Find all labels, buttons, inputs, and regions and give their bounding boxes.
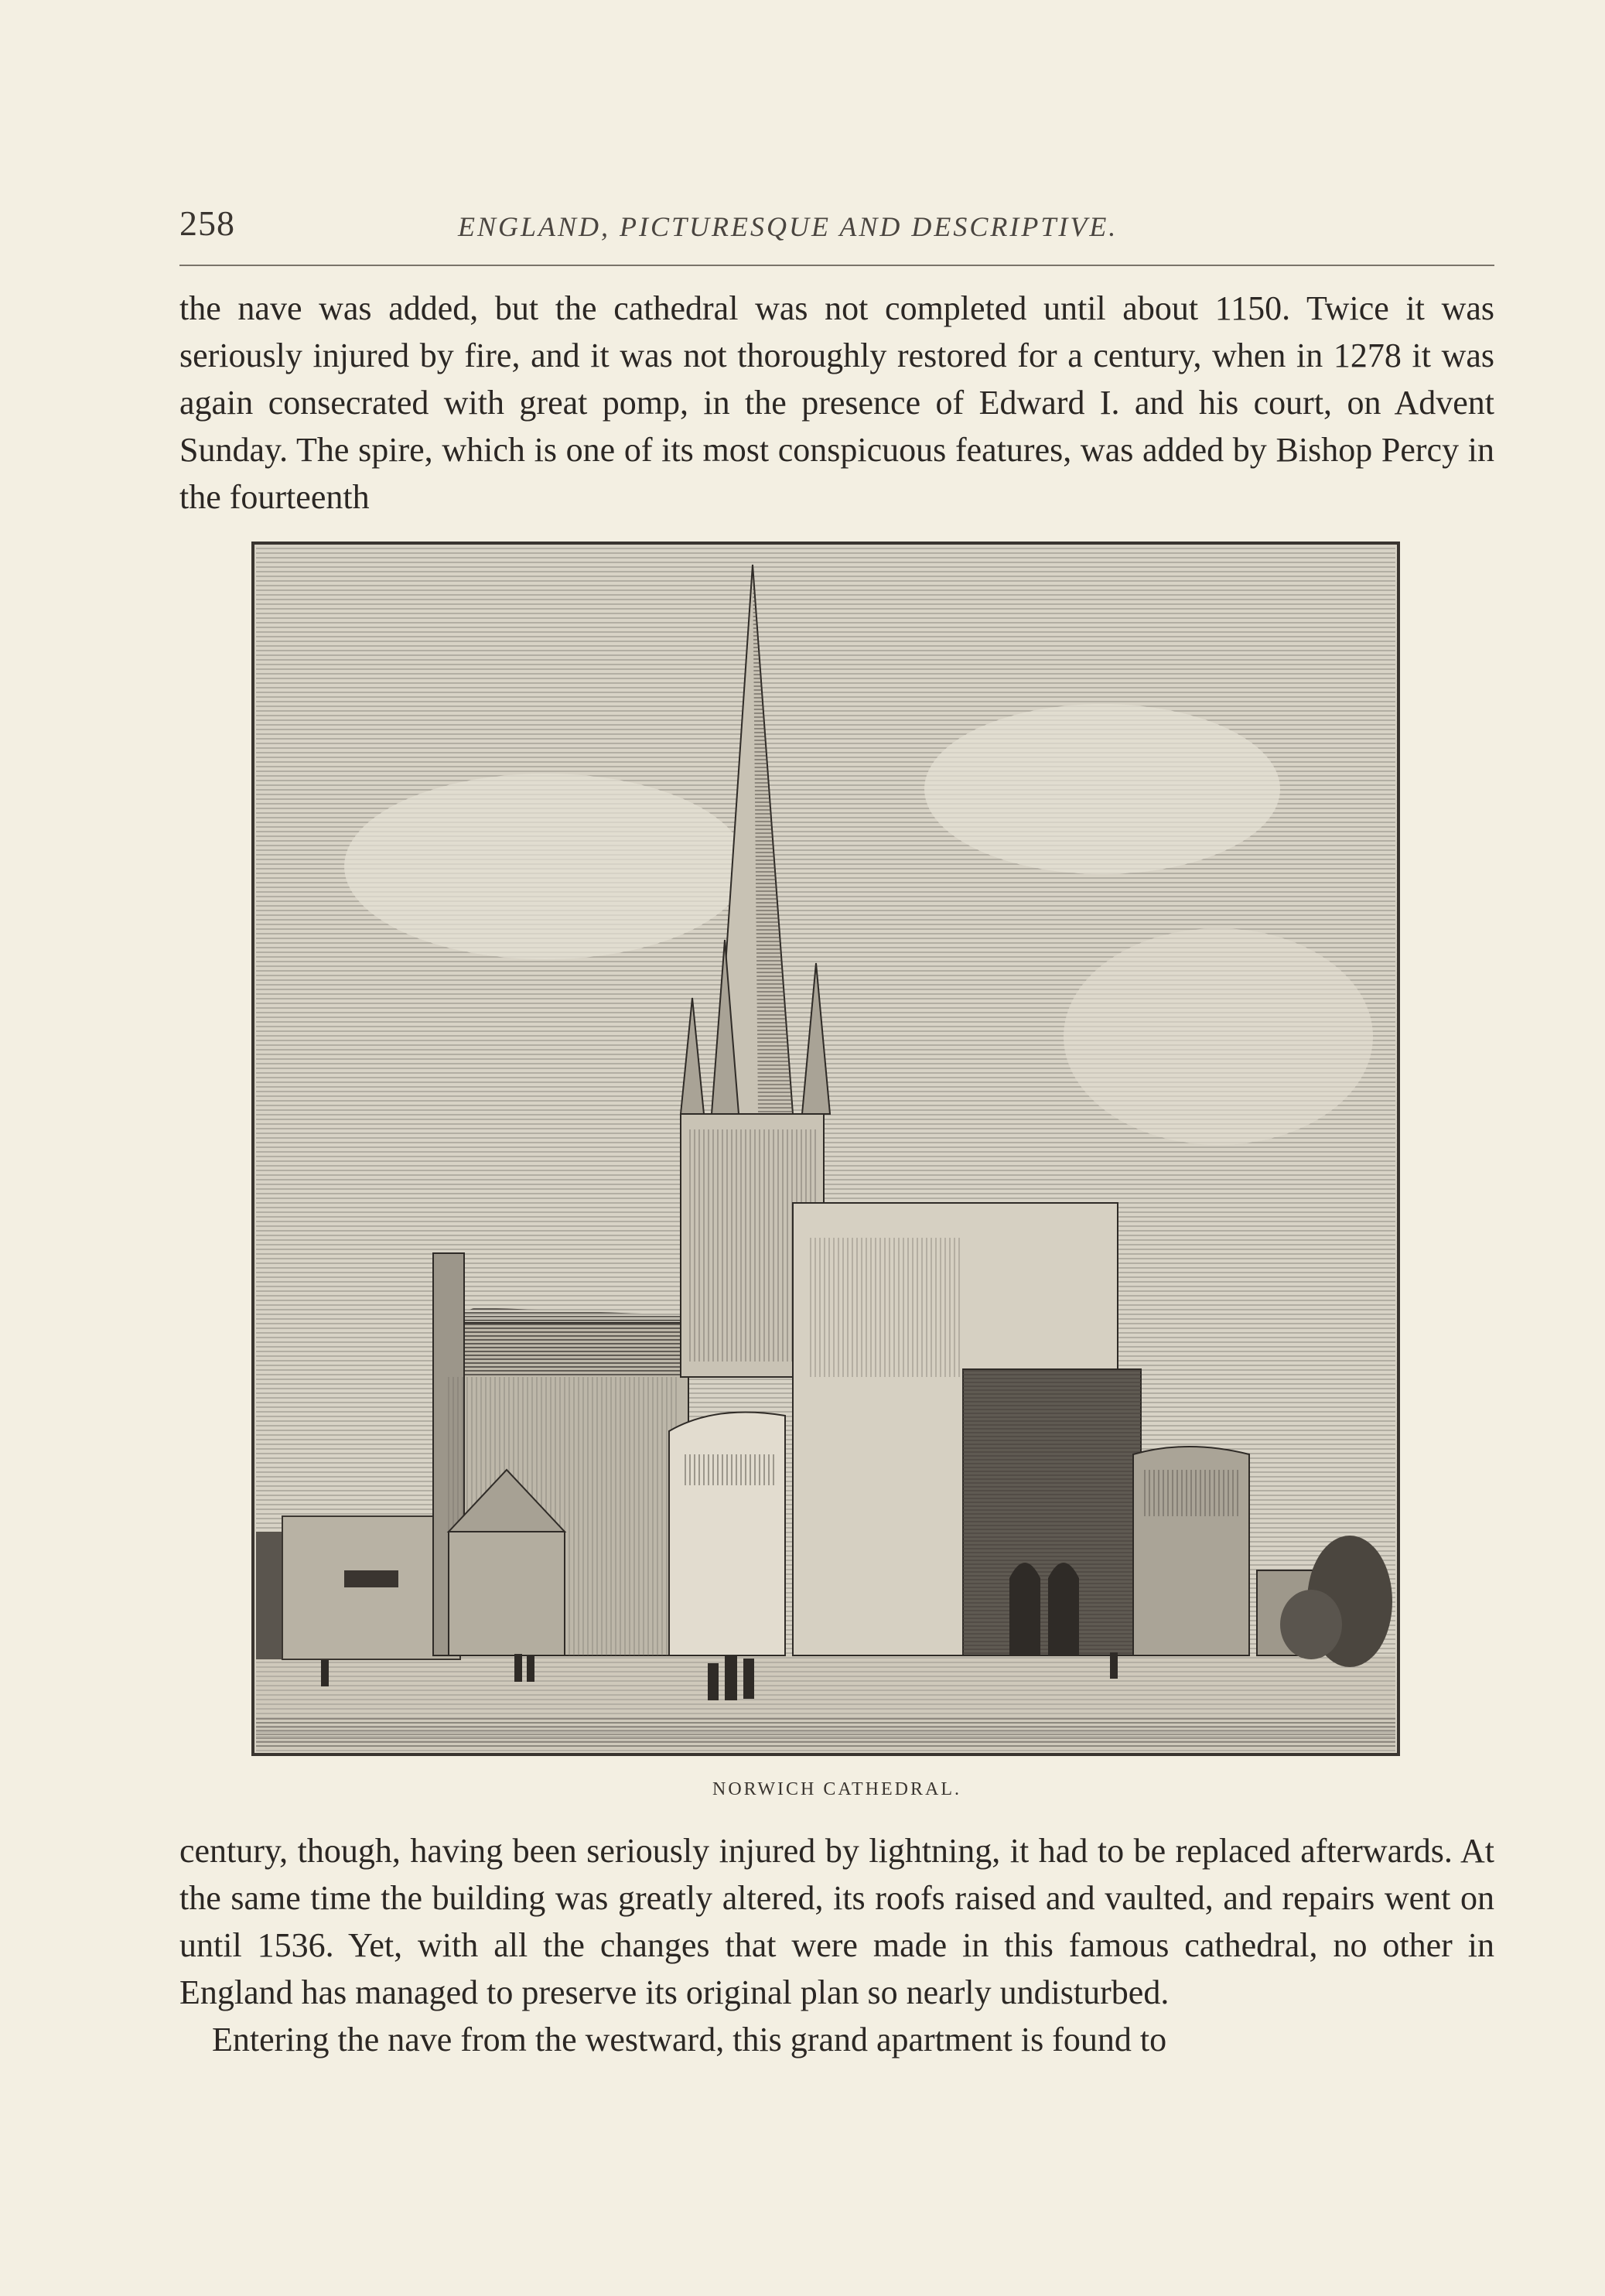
cathedral-engraving bbox=[251, 542, 1400, 1756]
page-header bbox=[179, 203, 1494, 249]
paragraph-top: the nave was added, but the cathedral was not completed until about 1150. Twice it was seriously injured by fire, and it was not thoroughly restored for a century, when in 1278 it was again consecrated with great pomp, in the presence of Edward I. and his court, on Advent Sunday. The spire, which is one of its most conspicuous features, was added by Bishop Percy in the fourteenth bbox=[179, 289, 1494, 516]
figure-caption: NORWICH CATHEDRAL. bbox=[712, 1779, 961, 1799]
page-number: 258 bbox=[179, 203, 235, 243]
running-title: ENGLAND, PICTURESQUE AND DESCRIPTIVE. bbox=[458, 211, 1118, 242]
header-rule bbox=[179, 265, 1494, 266]
paragraph-bottom-1: century, though, having been seriously injured by lightning, it had to be replaced afterwards. At the same time the building was greatly altered, its roofs raised and vaulted, and repairs went on until 1536. Yet, with all the changes that were made in this famous cathedral, no other in England has managed to preserve its original plan so nearly undisturbed. bbox=[179, 1832, 1494, 2011]
body-text-bottom bbox=[179, 1827, 1494, 2063]
paragraph-bottom-2: Entering the nave from the westward, this grand apartment is found to bbox=[212, 2021, 1167, 2059]
body-text-top bbox=[179, 285, 1494, 521]
engraving-illustration bbox=[251, 542, 1400, 1756]
